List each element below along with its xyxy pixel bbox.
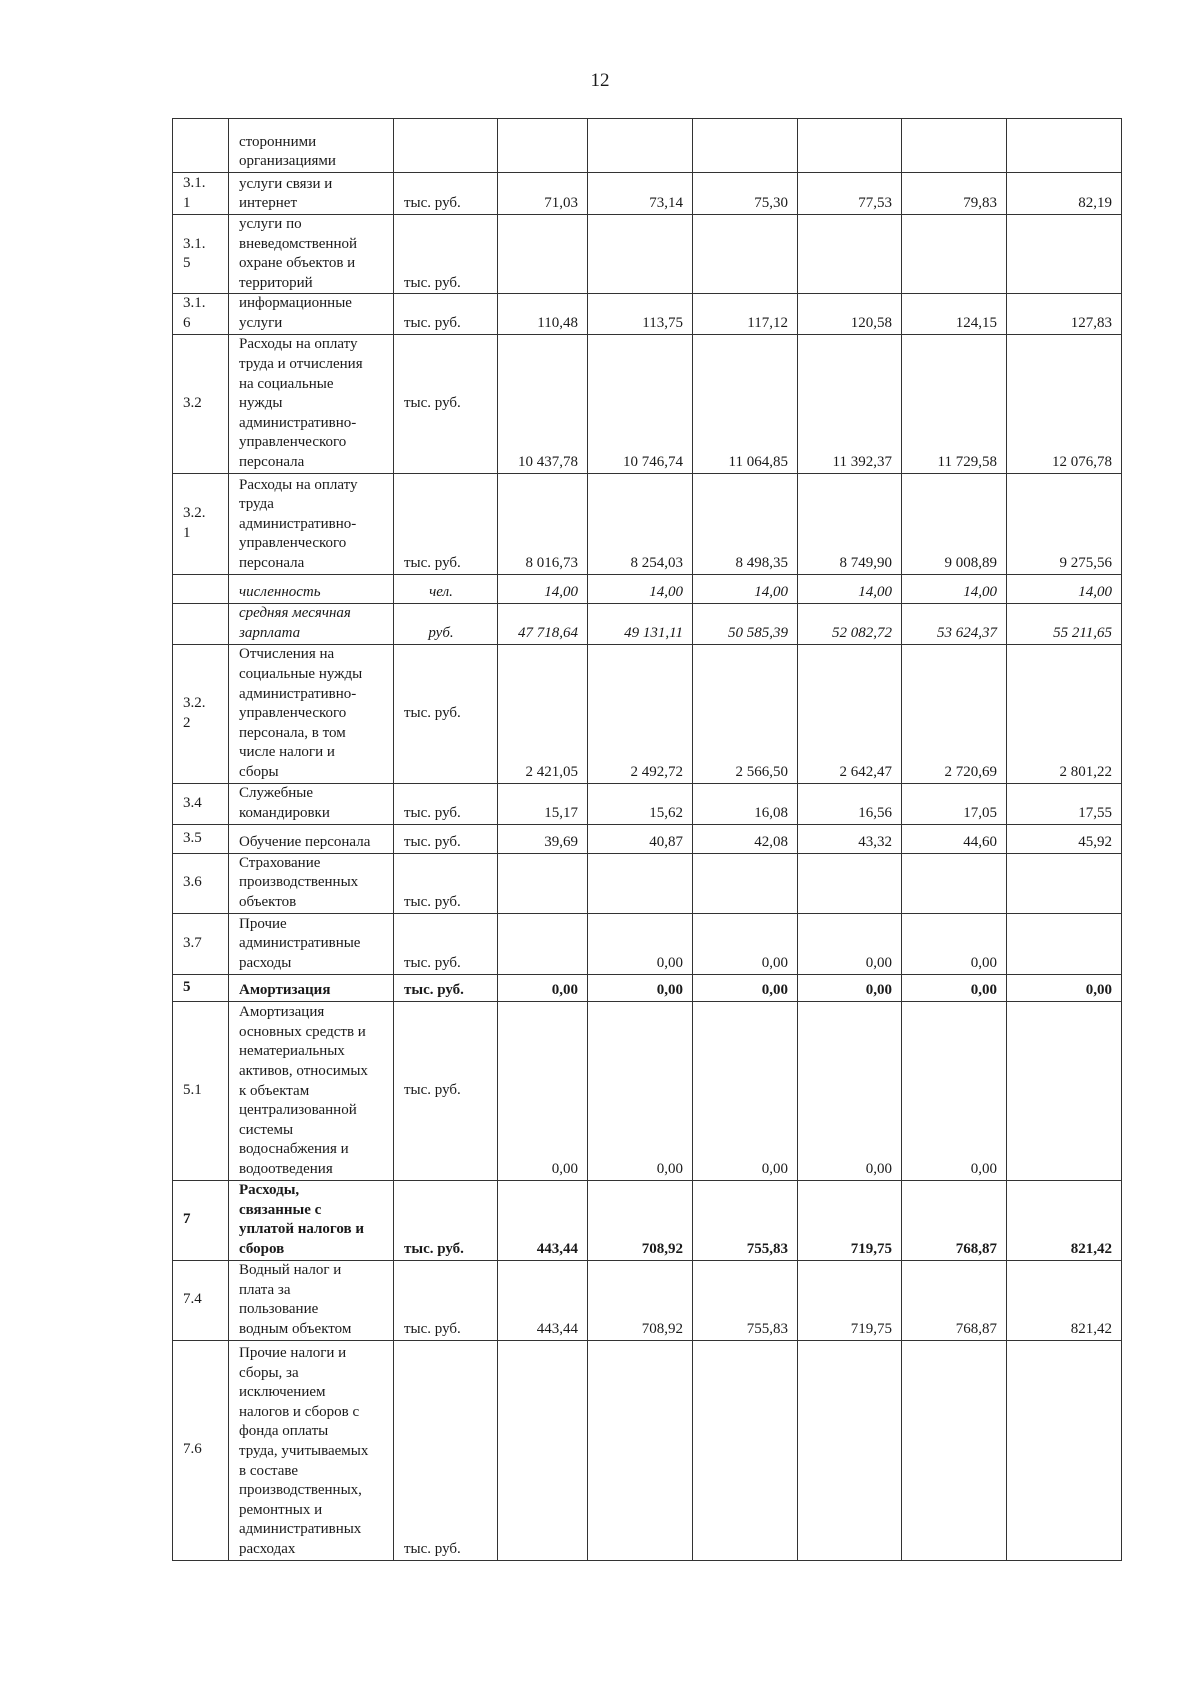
row-value-year-4	[798, 119, 902, 173]
table-row	[173, 603, 1122, 644]
row-value-year-5: 0,00	[902, 1001, 1007, 1180]
row-unit: руб.	[394, 603, 498, 644]
row-value-year-6: 82,19	[1007, 173, 1122, 215]
row-value-year-3: 75,30	[693, 173, 798, 215]
row-name: Амортизация	[229, 974, 394, 1001]
row-name: Прочие административные расходы	[229, 913, 394, 974]
row-value-year-4: 8 749,90	[798, 473, 902, 574]
row-value-year-6	[1007, 215, 1122, 294]
row-value-year-6: 55 211,65	[1007, 603, 1122, 644]
row-value-year-2	[588, 119, 693, 173]
row-value-year-4: 11 392,37	[798, 334, 902, 473]
table-row	[173, 783, 1122, 824]
row-name: Страхование производственных объектов	[229, 853, 394, 913]
row-value-year-6: 45,92	[1007, 824, 1122, 853]
row-value-year-3: 42,08	[693, 824, 798, 853]
row-number: 5.1	[173, 1001, 229, 1180]
row-value-year-1	[498, 913, 588, 974]
table-row	[173, 473, 1122, 574]
row-value-year-2	[588, 215, 693, 294]
table-row	[173, 853, 1122, 913]
row-value-year-2: 49 131,11	[588, 603, 693, 644]
table-row	[173, 644, 1122, 783]
row-value-year-4: 120,58	[798, 294, 902, 334]
row-name: информационные услуги	[229, 294, 394, 334]
row-value-year-5: 768,87	[902, 1180, 1007, 1260]
row-unit: тыс. руб.	[394, 334, 498, 473]
row-value-year-4	[798, 853, 902, 913]
row-value-year-5: 2 720,69	[902, 644, 1007, 783]
row-value-year-6: 821,42	[1007, 1260, 1122, 1340]
row-name: услуги связи и интернет	[229, 173, 394, 215]
row-value-year-2: 0,00	[588, 913, 693, 974]
table-row	[173, 294, 1122, 334]
row-value-year-3: 755,83	[693, 1180, 798, 1260]
row-value-year-4: 0,00	[798, 1001, 902, 1180]
table-row	[173, 1260, 1122, 1340]
row-value-year-5: 0,00	[902, 913, 1007, 974]
row-value-year-3: 0,00	[693, 913, 798, 974]
table-row	[173, 824, 1122, 853]
row-value-year-4: 77,53	[798, 173, 902, 215]
financial-table	[172, 118, 1122, 1561]
row-value-year-5: 0,00	[902, 974, 1007, 1001]
row-value-year-1	[498, 853, 588, 913]
row-value-year-4: 14,00	[798, 574, 902, 603]
row-value-year-2: 708,92	[588, 1180, 693, 1260]
table-row	[173, 974, 1122, 1001]
row-value-year-1	[498, 215, 588, 294]
row-name: Расходы на оплату труда административно- управленческого персонала	[229, 473, 394, 574]
table-row	[173, 913, 1122, 974]
row-unit: тыс. руб.	[394, 1260, 498, 1340]
row-value-year-5: 17,05	[902, 783, 1007, 824]
row-value-year-1: 39,69	[498, 824, 588, 853]
table-row	[173, 1340, 1122, 1560]
row-unit: тыс. руб.	[394, 783, 498, 824]
row-value-year-1: 0,00	[498, 1001, 588, 1180]
row-number: 7.6	[173, 1340, 229, 1560]
row-number: 5	[173, 974, 229, 1001]
row-value-year-5	[902, 119, 1007, 173]
row-number: 3.2. 2	[173, 644, 229, 783]
row-number	[173, 603, 229, 644]
row-name: Водный налог и плата за пользование водным объектом	[229, 1260, 394, 1340]
row-unit: тыс. руб.	[394, 1180, 498, 1260]
row-value-year-3: 0,00	[693, 974, 798, 1001]
row-value-year-1: 10 437,78	[498, 334, 588, 473]
row-value-year-3	[693, 853, 798, 913]
row-number: 3.6	[173, 853, 229, 913]
row-name: услуги по вневедомственной охране объектов и территорий	[229, 215, 394, 294]
row-name: сторонними организациями	[229, 119, 394, 173]
row-name: Прочие налоги и сборы, за исключением налогов и сборов с фонда оплаты труда, учитываемых в составе производственных, ремонтных и административных расходах	[229, 1340, 394, 1560]
row-value-year-4	[798, 1340, 902, 1560]
row-value-year-6	[1007, 913, 1122, 974]
row-value-year-1	[498, 119, 588, 173]
row-value-year-6	[1007, 1001, 1122, 1180]
row-value-year-3: 50 585,39	[693, 603, 798, 644]
row-name: Расходы на оплату труда и отчисления на социальные нужды административно- управленческого персонала	[229, 334, 394, 473]
row-unit: тыс. руб.	[394, 1001, 498, 1180]
row-value-year-2: 40,87	[588, 824, 693, 853]
row-value-year-6	[1007, 119, 1122, 173]
row-value-year-5: 11 729,58	[902, 334, 1007, 473]
row-number: 3.1. 5	[173, 215, 229, 294]
row-name: Амортизация основных средств и нематериальных активов, относимых к объектам централизованной системы водоснабжения и водоотведения	[229, 1001, 394, 1180]
row-name: Расходы, связанные с уплатой налогов и сборов	[229, 1180, 394, 1260]
row-value-year-4: 2 642,47	[798, 644, 902, 783]
row-value-year-2: 113,75	[588, 294, 693, 334]
row-number: 7	[173, 1180, 229, 1260]
row-value-year-3: 16,08	[693, 783, 798, 824]
row-value-year-6	[1007, 1340, 1122, 1560]
row-value-year-6: 821,42	[1007, 1180, 1122, 1260]
row-value-year-2: 14,00	[588, 574, 693, 603]
table-row	[173, 334, 1122, 473]
row-value-year-4: 52 082,72	[798, 603, 902, 644]
row-value-year-3: 755,83	[693, 1260, 798, 1340]
row-value-year-2: 708,92	[588, 1260, 693, 1340]
row-value-year-5: 14,00	[902, 574, 1007, 603]
table-row	[173, 215, 1122, 294]
row-number: 7.4	[173, 1260, 229, 1340]
row-unit: тыс. руб.	[394, 173, 498, 215]
row-value-year-1: 47 718,64	[498, 603, 588, 644]
row-value-year-2: 10 746,74	[588, 334, 693, 473]
row-unit: тыс. руб.	[394, 1340, 498, 1560]
row-value-year-3: 2 566,50	[693, 644, 798, 783]
row-number: 3.4	[173, 783, 229, 824]
row-unit	[394, 119, 498, 173]
page-number: 12	[590, 70, 610, 91]
row-value-year-3: 0,00	[693, 1001, 798, 1180]
row-value-year-5: 768,87	[902, 1260, 1007, 1340]
row-value-year-4: 0,00	[798, 913, 902, 974]
row-value-year-1: 15,17	[498, 783, 588, 824]
row-value-year-4: 43,32	[798, 824, 902, 853]
table-row	[173, 574, 1122, 603]
row-value-year-5: 53 624,37	[902, 603, 1007, 644]
row-value-year-1: 443,44	[498, 1260, 588, 1340]
row-value-year-2	[588, 853, 693, 913]
row-value-year-6: 2 801,22	[1007, 644, 1122, 783]
row-unit: тыс. руб.	[394, 974, 498, 1001]
row-value-year-6: 17,55	[1007, 783, 1122, 824]
row-value-year-1: 8 016,73	[498, 473, 588, 574]
row-value-year-3	[693, 119, 798, 173]
row-value-year-1: 0,00	[498, 974, 588, 1001]
row-value-year-5: 124,15	[902, 294, 1007, 334]
table-row	[173, 119, 1122, 173]
row-unit: тыс. руб.	[394, 853, 498, 913]
row-value-year-2: 15,62	[588, 783, 693, 824]
row-name: численность	[229, 574, 394, 603]
row-value-year-4: 719,75	[798, 1180, 902, 1260]
row-value-year-5	[902, 1340, 1007, 1560]
row-value-year-5: 9 008,89	[902, 473, 1007, 574]
row-value-year-6: 12 076,78	[1007, 334, 1122, 473]
row-value-year-1: 71,03	[498, 173, 588, 215]
table-row	[173, 1180, 1122, 1260]
row-number: 3.7	[173, 913, 229, 974]
row-value-year-1: 443,44	[498, 1180, 588, 1260]
row-number: 3.1. 6	[173, 294, 229, 334]
row-value-year-1: 2 421,05	[498, 644, 588, 783]
row-value-year-1: 14,00	[498, 574, 588, 603]
row-unit: чел.	[394, 574, 498, 603]
table-row	[173, 1001, 1122, 1180]
row-number	[173, 574, 229, 603]
row-name: Отчисления на социальные нужды административно- управленческого персонала, в том числе налоги и сборы	[229, 644, 394, 783]
row-value-year-3	[693, 1340, 798, 1560]
row-value-year-2: 0,00	[588, 1001, 693, 1180]
row-unit: тыс. руб.	[394, 824, 498, 853]
table-row	[173, 173, 1122, 215]
row-value-year-4: 719,75	[798, 1260, 902, 1340]
row-value-year-2: 0,00	[588, 974, 693, 1001]
row-number: 3.2. 1	[173, 473, 229, 574]
row-unit: тыс. руб.	[394, 215, 498, 294]
row-name: Обучение персонала	[229, 824, 394, 853]
row-name: средняя месячная зарплата	[229, 603, 394, 644]
row-value-year-5	[902, 215, 1007, 294]
row-value-year-2: 73,14	[588, 173, 693, 215]
row-unit: тыс. руб.	[394, 294, 498, 334]
row-value-year-3	[693, 215, 798, 294]
row-unit: тыс. руб.	[394, 913, 498, 974]
row-value-year-6	[1007, 853, 1122, 913]
row-value-year-6: 127,83	[1007, 294, 1122, 334]
row-value-year-2: 2 492,72	[588, 644, 693, 783]
row-value-year-5: 44,60	[902, 824, 1007, 853]
row-value-year-4	[798, 215, 902, 294]
row-value-year-4: 16,56	[798, 783, 902, 824]
row-number: 3.5	[173, 824, 229, 853]
row-number: 3.2	[173, 334, 229, 473]
row-value-year-6: 9 275,56	[1007, 473, 1122, 574]
row-value-year-1: 110,48	[498, 294, 588, 334]
row-unit: тыс. руб.	[394, 473, 498, 574]
row-value-year-3: 11 064,85	[693, 334, 798, 473]
row-value-year-2	[588, 1340, 693, 1560]
row-value-year-4: 0,00	[798, 974, 902, 1001]
row-name: Служебные командировки	[229, 783, 394, 824]
row-value-year-5: 79,83	[902, 173, 1007, 215]
row-value-year-6: 14,00	[1007, 574, 1122, 603]
table-body	[173, 119, 1122, 1561]
row-value-year-5	[902, 853, 1007, 913]
row-value-year-2: 8 254,03	[588, 473, 693, 574]
row-number: 3.1. 1	[173, 173, 229, 215]
row-value-year-3: 14,00	[693, 574, 798, 603]
row-number	[173, 119, 229, 173]
row-unit: тыс. руб.	[394, 644, 498, 783]
row-value-year-6: 0,00	[1007, 974, 1122, 1001]
row-value-year-3: 8 498,35	[693, 473, 798, 574]
row-value-year-1	[498, 1340, 588, 1560]
row-value-year-3: 117,12	[693, 294, 798, 334]
